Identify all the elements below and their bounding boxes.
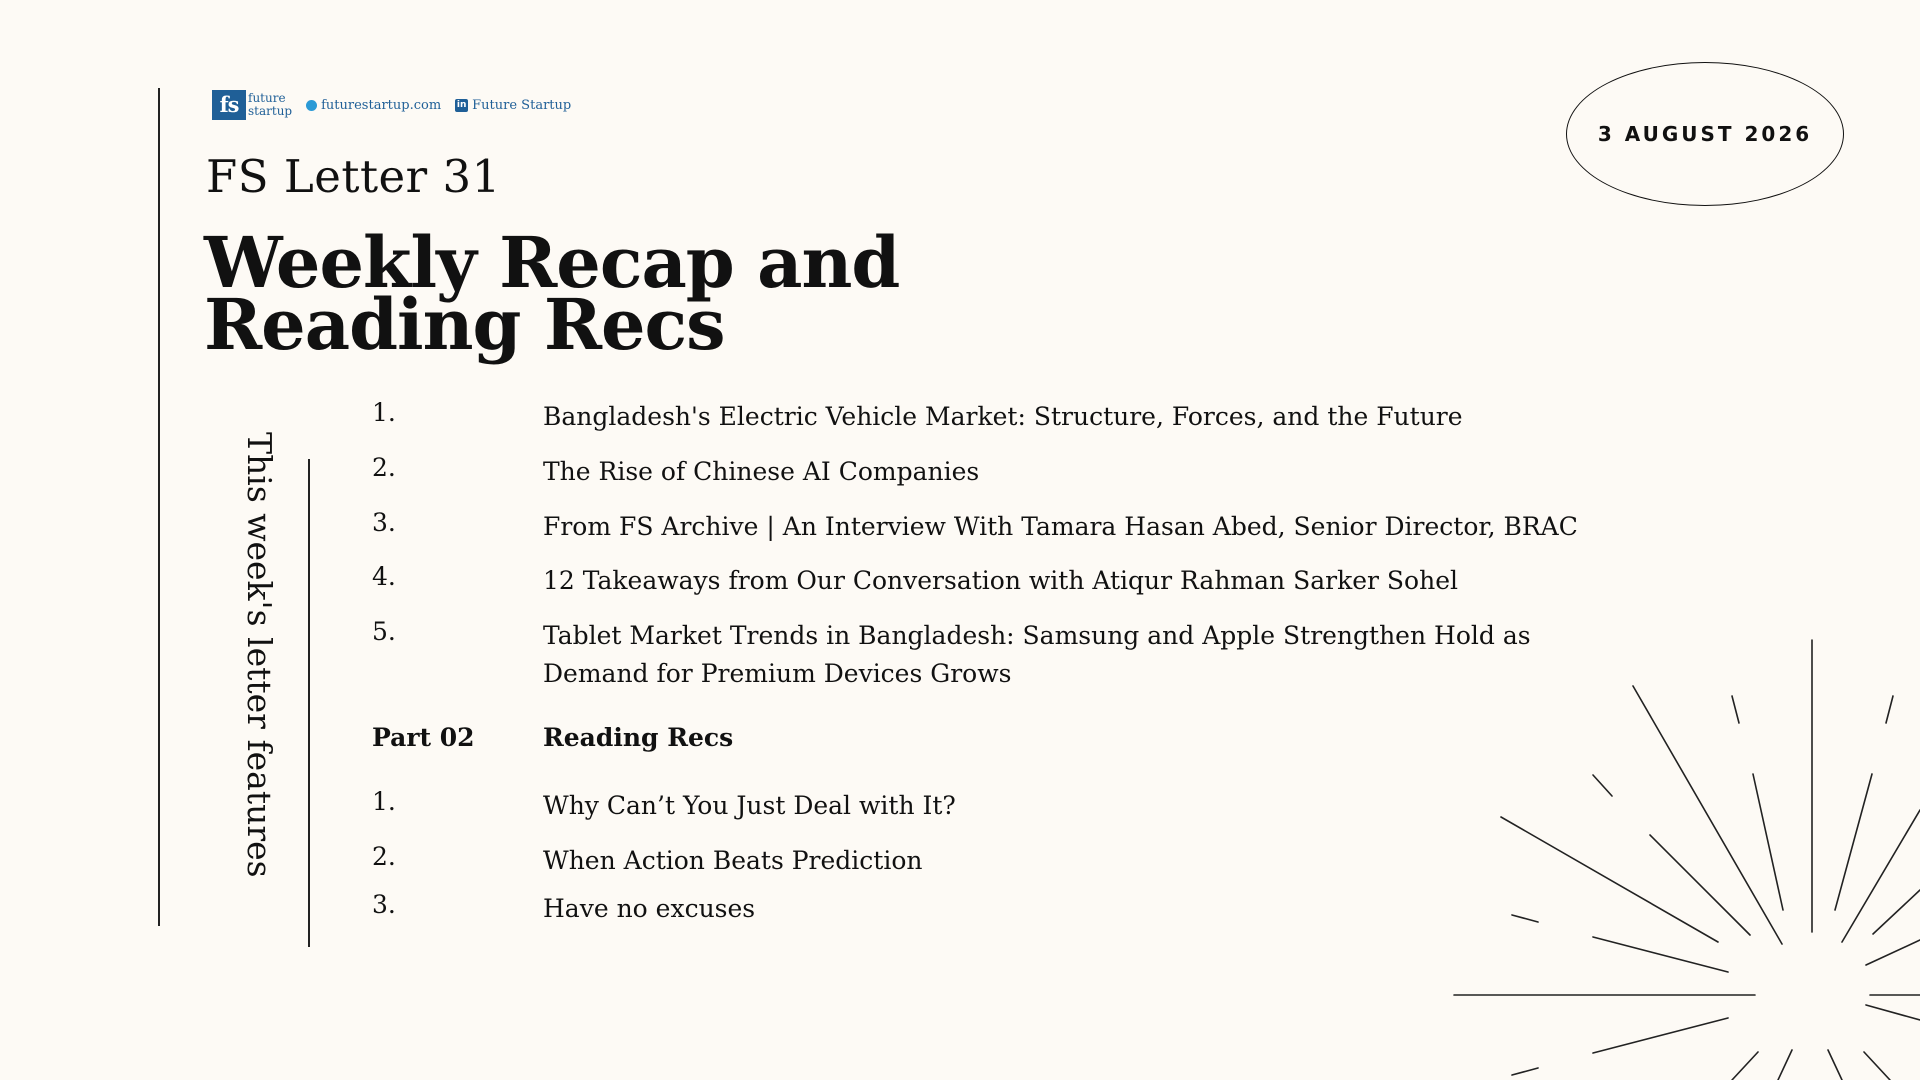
- burst-ray: [1873, 890, 1920, 934]
- recap-item-number: 1.: [372, 398, 396, 427]
- date-text: 3 AUGUST 2026: [1597, 122, 1813, 146]
- recap-item-title: From FS Archive | An Interview With Tamara Hasan Abed, Senior Director, BRAC: [543, 512, 1578, 541]
- side-caption: This week's letter features: [240, 432, 279, 878]
- inner-rule: [308, 459, 310, 947]
- recap-item-title: 12 Takeaways from Our Conversation with Atiqur Rahman Sarker Sohel: [543, 566, 1458, 595]
- linkedin-icon: in: [456, 99, 467, 110]
- burst-ray: [1866, 940, 1920, 965]
- left-rule: [158, 88, 160, 926]
- burst-ray: [1828, 1050, 1842, 1080]
- burst-ray: [1732, 1052, 1758, 1080]
- letter-number: FS Letter 31: [206, 150, 501, 203]
- globe-icon: [306, 100, 317, 111]
- burst-ray: [1864, 1052, 1890, 1080]
- reading-item-title: Have no excuses: [543, 894, 756, 923]
- recap-item-title: The Rise of Chinese AI Companies: [543, 457, 980, 486]
- reading-item-title: Why Can’t You Just Deal with It?: [543, 791, 956, 820]
- website-text: futurestartup.com: [321, 97, 442, 113]
- burst-ray: [1501, 817, 1718, 942]
- burst-ray: [1593, 1018, 1728, 1053]
- linkedin-text: Future Startup: [472, 97, 572, 113]
- burst-ray: [1778, 1050, 1792, 1080]
- linkedin-link[interactable]: [455, 98, 571, 113]
- recap-item-number: 5.: [372, 617, 396, 646]
- title-line-2: Reading Recs: [204, 283, 725, 366]
- burst-ray: [1842, 810, 1920, 942]
- burst-ray: [1593, 775, 1612, 796]
- brand-bar: [212, 90, 571, 120]
- burst-ray: [1753, 774, 1783, 910]
- recap-item-number: 2.: [372, 453, 396, 482]
- logo-word-startup: startup: [248, 104, 293, 118]
- recap-item-title: Tablet Market Trends in Bangladesh: Samsung and Apple Strengthen Hold as Demand for Premium Devices Grows: [543, 621, 1531, 688]
- sunburst-decoration: [1440, 620, 1920, 1080]
- burst-ray: [1886, 696, 1893, 723]
- burst-ray: [1512, 1068, 1538, 1075]
- part-title: Reading Recs: [543, 723, 734, 752]
- recap-item-number: 3.: [372, 508, 396, 537]
- logo: [212, 90, 292, 120]
- title-line-1: Weekly Recap and: [204, 221, 900, 304]
- burst-ray: [1512, 915, 1538, 922]
- logo-wordmark: [248, 92, 292, 118]
- website-link[interactable]: [306, 98, 441, 113]
- date-badge: [1566, 62, 1844, 206]
- recap-item-title: Bangladesh's Electric Vehicle Market: Structure, Forces, and the Future: [543, 402, 1463, 431]
- recap-item-number: 4.: [372, 562, 396, 591]
- burst-ray: [1866, 1005, 1920, 1020]
- burst-ray: [1650, 835, 1750, 935]
- reading-item-number: 1.: [372, 787, 396, 816]
- part-label: Part 02: [372, 723, 475, 752]
- burst-ray: [1835, 774, 1872, 910]
- logo-word-future: future: [248, 91, 286, 105]
- reading-item-title: When Action Beats Prediction: [543, 846, 923, 875]
- reading-item-number: 2.: [372, 842, 396, 871]
- page-title: [204, 221, 900, 366]
- burst-ray: [1732, 696, 1739, 723]
- logo-mark: fs: [212, 90, 246, 120]
- burst-ray: [1593, 937, 1728, 972]
- reading-item-number: 3.: [372, 890, 396, 919]
